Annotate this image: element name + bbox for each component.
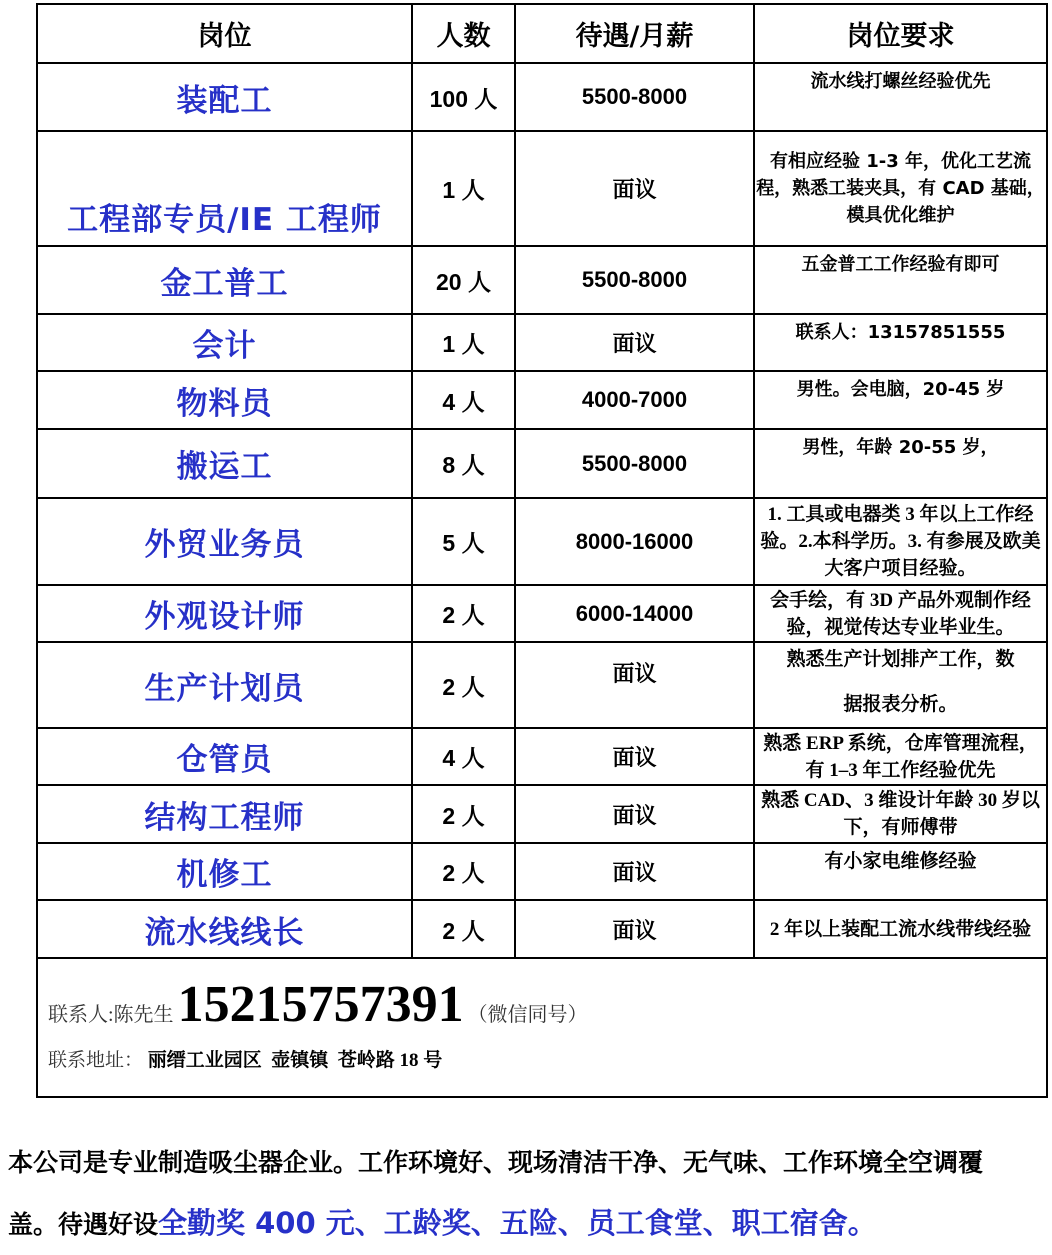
requirement-cell: 五金普工工作经验有即可 — [754, 246, 1046, 314]
position-cell: 外贸业务员 — [38, 498, 412, 585]
count-cell: 2 人 — [412, 843, 515, 900]
salary-cell: 6000-14000 — [515, 585, 754, 642]
count-cell: 2 人 — [412, 642, 515, 728]
address-label: 联系地址： — [48, 1050, 144, 1071]
table-row — [38, 785, 1046, 843]
position-cell: 机修工 — [38, 843, 412, 900]
position-cell: 会计 — [38, 314, 412, 371]
requirement-cell: 有相应经验 1-3 年，优化工艺流程，熟悉工装夹具，有 CAD 基础，模具优化维护 — [754, 131, 1046, 246]
position-cell: 工程部专员/IE 工程师 — [38, 131, 412, 246]
salary-cell: 面议 — [515, 642, 754, 728]
count-cell: 4 人 — [412, 728, 515, 785]
header-position: 岗位 — [38, 5, 412, 63]
table-row — [38, 642, 1046, 728]
wechat-note: （微信同号） — [467, 1004, 588, 1026]
header-salary: 待遇/月薪 — [515, 5, 754, 63]
table-row — [38, 900, 1046, 958]
contact-person-line — [48, 975, 588, 1034]
requirement-cell: 熟悉 CAD、3 维设计年龄 30 岁以下，有师傅带 — [754, 785, 1046, 843]
salary-cell: 4000-7000 — [515, 371, 754, 429]
salary-cell: 5500-8000 — [515, 429, 754, 498]
position-cell: 流水线线长 — [38, 900, 412, 958]
contact-person: 联系人:陈先生 — [48, 1004, 174, 1026]
count-cell: 8 人 — [412, 429, 515, 498]
salary-cell: 5500-8000 — [515, 246, 754, 314]
table-row — [38, 371, 1046, 429]
position-cell: 生产计划员 — [38, 642, 412, 728]
job-table — [38, 5, 1046, 959]
header-count: 人数 — [412, 5, 515, 63]
count-cell: 1 人 — [412, 131, 515, 246]
contact-phone[interactable]: 15215757391 — [177, 976, 464, 1033]
count-cell: 1 人 — [412, 314, 515, 371]
table-row — [38, 63, 1046, 131]
count-cell: 4 人 — [412, 371, 515, 429]
table-row — [38, 843, 1046, 900]
requirement-cell: 联系人：13157851555 — [754, 314, 1046, 371]
recruitment-sheet — [36, 3, 1048, 1098]
requirement-cell: 流水线打螺丝经验优先 — [754, 63, 1046, 131]
requirement-cell: 会手绘，有 3D 产品外观制作经验，视觉传达专业毕业生。 — [754, 585, 1046, 642]
table-row — [38, 246, 1046, 314]
position-cell: 物料员 — [38, 371, 412, 429]
salary-cell: 面议 — [515, 843, 754, 900]
table-row — [38, 498, 1046, 585]
company-description — [8, 1133, 1048, 1255]
count-cell: 2 人 — [412, 785, 515, 843]
requirement-line: 熟悉生产计划排产工作，数 — [786, 649, 1015, 670]
description-line-1: 本公司是专业制造吸尘器企业。工作环境好、现场清洁干净、无气味、工作环境全空调覆 — [8, 1148, 984, 1177]
requirement-cell: 1. 工具或电器类 3 年以上工作经验。2.本科学历。3. 有参展及欧美大客户项目经验。 — [754, 498, 1046, 585]
requirement-cell: 男性，年龄 20-55 岁， — [754, 429, 1046, 498]
salary-cell: 面议 — [515, 900, 754, 958]
salary-cell: 8000-16000 — [515, 498, 754, 585]
contact-address-line — [48, 1045, 442, 1072]
table-header-row — [38, 5, 1046, 63]
position-cell: 搬运工 — [38, 429, 412, 498]
count-cell: 2 人 — [412, 900, 515, 958]
contact-section — [38, 959, 1046, 1096]
table-row — [38, 131, 1046, 246]
requirement-cell — [754, 642, 1046, 728]
salary-cell: 面议 — [515, 728, 754, 785]
address-value: 丽缙工业园区 壶镇镇 苍岭路 18 号 — [147, 1050, 443, 1071]
count-cell: 100 人 — [412, 63, 515, 131]
position-cell: 外观设计师 — [38, 585, 412, 642]
position-cell: 结构工程师 — [38, 785, 412, 843]
salary-cell: 5500-8000 — [515, 63, 754, 131]
table-row — [38, 314, 1046, 371]
table-row — [38, 429, 1046, 498]
requirement-cell: 2 年以上装配工流水线带线经验 — [754, 900, 1046, 958]
salary-cell: 面议 — [515, 785, 754, 843]
requirement-cell: 男性。会电脑，20-45 岁 — [754, 371, 1046, 429]
requirement-cell: 有小家电维修经验 — [754, 843, 1046, 900]
salary-cell: 面议 — [515, 131, 754, 246]
position-cell: 金工普工 — [38, 246, 412, 314]
position-cell: 装配工 — [38, 63, 412, 131]
table-row — [38, 728, 1046, 785]
salary-cell: 面议 — [515, 314, 754, 371]
header-requirement: 岗位要求 — [754, 5, 1046, 63]
count-cell: 5 人 — [412, 498, 515, 585]
requirement-line: 据报表分析。 — [843, 694, 958, 715]
count-cell: 20 人 — [412, 246, 515, 314]
benefits-highlight: 全勤奖 400 元、工龄奖、五险、员工食堂、职工宿舍。 — [158, 1206, 877, 1240]
table-row — [38, 585, 1046, 642]
description-line-2 — [8, 1193, 1048, 1255]
position-cell: 仓管员 — [38, 728, 412, 785]
count-cell: 2 人 — [412, 585, 515, 642]
requirement-cell: 熟悉 ERP 系统，仓库管理流程，有 1–3 年工作经验优先 — [754, 728, 1046, 785]
benefits-prefix: 盖。待遇好设 — [8, 1210, 159, 1239]
